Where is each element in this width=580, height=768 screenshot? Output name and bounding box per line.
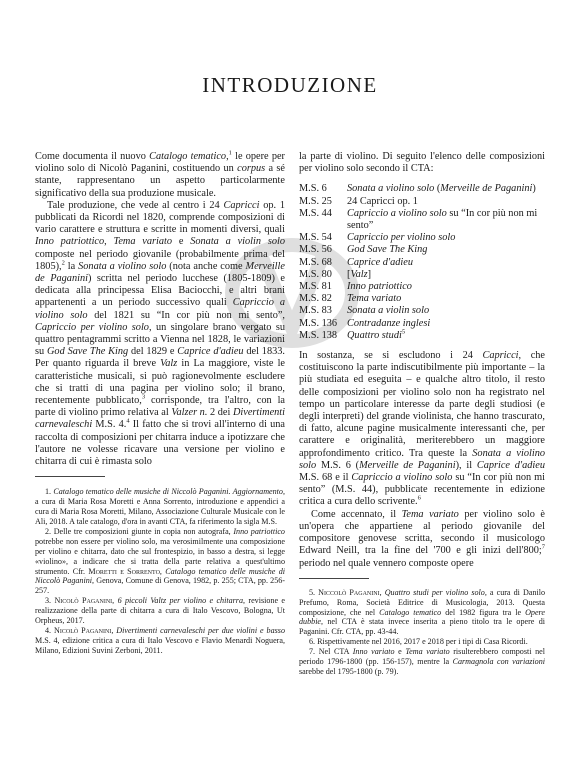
footnotes-left [35, 487, 285, 655]
footnote: 6. Rispettivamente nel 2016, 2017 e 2018 per i tipi di Casa Ricordi. [309, 637, 528, 647]
footnote: 2. Delle tre composizioni giunte in copia non autografa, Inno patriottico potrebbe non essere per violino solo, ma verosimilmente una composizione per violino e chitarra, dato che sul frontespizio, in basso a destra, si legge «violino», a indicare che si tratta della parte relativa a quest'ultimo strumento. Cfr. Moretti e Sorrento, Catalogo tematico delle musiche di Niccolò Paganini, Genova, Comune di Genova, 1982, p. 255; CTA, pp. 256-257. [35, 526, 286, 596]
footnote: 4. Nicolò Paganini, Divertimenti carnevaleschi per due violini e basso M.S. 4, edizione critica a cura di Italo Vescovo e Flavio Menardi Noguera, Milano, Edizioni Suvini Zerboni, 2011. [35, 625, 285, 655]
list-item: M.S. 138 Quattro studi$^5$ [299, 328, 406, 341]
paragraph: la parte di violino. Di seguito l'elenco delle composizioni per violino solo secondo il CTA: [299, 151, 545, 175]
footnote-rule [35, 476, 105, 477]
list-item: M.S. 68 Caprice d'adieu [299, 256, 413, 268]
list-item: M.S. 80 [Valz] [299, 268, 372, 280]
paragraph: Tale produzione, che vede al centro i 24 Capricci op. 1 pubblicati da Ricordi nel 1820, comprende composizioni di vario carattere e struttura e scritte in momenti diversi, quali Inno patriottico, Tema variato e Sonata a violin solo composte nel periodo giovanile (probabilmente prima del 1805),$^2$ la Sonata a violino solo (nota anche come Merveille de Paganini) scritta nel periodo lucchese (1805-1809) e dedicata alla principessa Elisa Baciocchi, e altri brani appartenenti a un periodo successivo quali Capriccio a violino solo del 1821 su “In cor più non mi sento”, Capriccio per violino solo, un singolare brano vergato su quattro pentagrammi scritto a Vienna nel 1828, le variazioni su God Save The King del 1829 e Caprice d'adieu del 1833. Per quanto riguarda il breve Valz in La maggiore, viste le caratteristiche musicali, si può ragionevolmente escludere che si tratti di una pagina per violino solo; il brano, recentemente pubblicato,$^3$ corrisponde, tra l'altro, con la parte di violino primo relativa al Valzer n. 2 dei Divertimenti carnevaleschi M.S. 4.$^4$ Il fatto che si trovi all'interno di una raccolta di composizioni per chitarra induce a ipotizzare che l'autore ne volesse ricavare una versione per violino e chitarra di cui è rimasta solo [35, 199, 286, 468]
list-item: M.S. 56 God Save The King [299, 244, 428, 256]
list-item: M.S. 82 Tema variato [299, 293, 402, 305]
footnote: 1. Catalogo tematico delle musiche di Niccolò Paganini. Aggiornamento, a cura di Maria Rosa Moretti e Anna Sorrento, introduzione e appendici a cura di Maria Rosa Moretti, Milano, Associazione Culturale Musicale con le Ali, 2018. A tale catalogo, d'ora in avanti CTA, fa riferimento la sigla M.S. [35, 487, 286, 526]
list-item: M.S. 83 Sonata a violin solo [299, 305, 430, 317]
right-column [299, 151, 545, 677]
paragraph: Come accennato, il Tema variato per violino solo è un'opera che appartiene al periodo giovanile del compositore genovese scritta, secondo il musicologo Edward Neill, tra la fine del '700 e gli inizi dell'800;$^7$ periodo nel quale vennero composte opere [299, 508, 545, 569]
list-item: M.S. 136 Contradanze inglesi [299, 317, 431, 329]
paragraph: In sostanza, se si escludono i 24 Capricci, che costituiscono la parte indiscutibilmente più importante – la più studiata ed eseguita – e qualche altro titolo, il resto delle composizioni per violino solo non ha registrato nel tempo un particolare interesse da parte degli studiosi (e degli interpreti) del grande violinista, che hanno trascurato, di fatto, alcune pagine musicalmente interessanti che, per carattere e originalità, meriterebbero un maggiore approfondimento critico. Tra queste la Sonata a violino solo M.S. 6 (Merveille de Paganini), il Caprice d'adieu M.S. 68 e il Capriccio a violino solo su “In cor più non mi sento” (M.S. 44), pubblicate recentemente in edizione critica a cura dello scrivente.$^6$ [299, 350, 546, 508]
list-item: M.S. 81 Inno patriottico [299, 281, 412, 293]
left-column [35, 151, 285, 656]
footnote-rule [299, 578, 369, 579]
footnote: 7. Nel CTA Inno variato e Tema variato risulterebbero composti nel periodo 1796-1800 (pp. 156-157), mentre la Carmagnola con variazioni sarebbe del 1795-1800 (p. 79). [299, 647, 545, 676]
list-item: M.S. 54 Capriccio per violino solo [299, 232, 456, 244]
page-title: INTRODUZIONE [202, 73, 378, 97]
paragraph: Come documenta il nuovo Catalogo tematico,$^1$ le opere per violino solo di Nicolò Paganini, costituendo un corpus a sé stante, rappresentano un aspetto particolarmente significativo della sua produzione musicale. [35, 149, 285, 199]
ms-list [299, 183, 545, 342]
list-item: M.S. 44 Capriccio a violino solo su “In cor più non mi sento” [299, 207, 538, 232]
footnotes-right [299, 588, 545, 677]
footnote: 5. Niccolò Paganini, Quattro studi per violino solo, a cura di Danilo Prefumo, Roma, Società Editrice di Musicologia, 2013. Questa composizione, che nel Catalogo tematico del 1982 figura tra le Opere dubbie, nel CTA è stata invece inserita a pieno titolo tra le opere di Paganini. Cfr. CTA, pp. 43-44. [299, 587, 546, 637]
list-item: M.S. 25 24 Capricci op. 1 [299, 195, 418, 207]
footnote: 3. Nicolò Paganini, 6 piccoli Valtz per violino e chitarra, revisione e realizzazione della parte di chitarra a cura di Italo Vescovo, Bologna, Ut Orpheus, 2017. [35, 596, 286, 626]
list-item: M.S. 6 Sonata a violino solo (Merveille de Paganini) [299, 183, 536, 195]
